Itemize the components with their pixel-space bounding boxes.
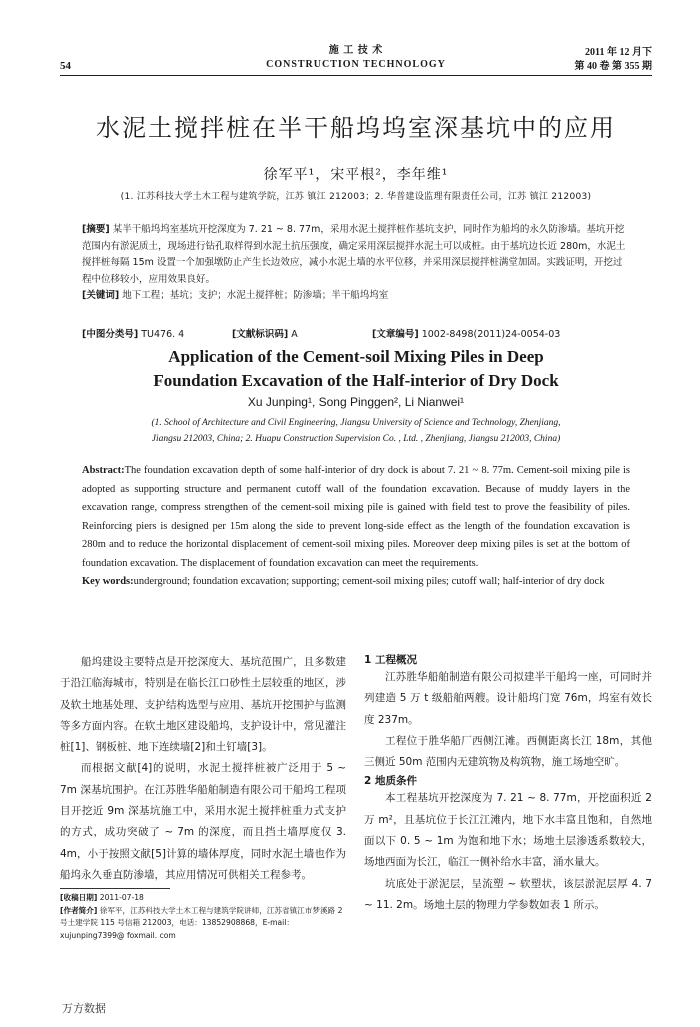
author-bio-text: 徐军平，江苏科技大学土木工程与建筑学院讲师，江苏省镇江市梦溪路 2 号土建学院 115 号信箱 212003，电话：13852908868，E-mail：xujunping7399@ foxmail. com	[60, 905, 343, 940]
clc-code	[82, 326, 184, 340]
running-header	[60, 44, 652, 76]
article-title-en	[60, 345, 652, 393]
keywords-cn	[82, 288, 630, 305]
body-paragraph: 而根据文献[4]的说明，水泥土搅拌桩被广泛用于 5 ~ 7m 深基坑围护。在江苏胜华船舶制造有限公司干船坞工程项目开挖近 9m 深基坑施工中，采用水泥土搅拌桩重力式支护的方式，成功突破了 ~ 7m 的深度，而且挡土墙厚度仅 3. 4m，小于按照文献[5]计算的墙体厚度，同时水泥土墙也作为船坞永久垂直防渗墙，其应用情况可供相关工程参考。	[60, 762, 346, 881]
issue-date: 2011 年 12 月下	[585, 47, 652, 58]
section-heading-geology: 2 地质条件	[364, 775, 417, 788]
author-bio-label: [作者简介]	[60, 905, 98, 915]
page-number: 54	[60, 60, 71, 72]
journal-name-en: CONSTRUCTION TECHNOLOGY	[266, 59, 446, 70]
journal-name	[60, 44, 652, 72]
article-number	[372, 326, 560, 340]
affiliation-en-line2: Jiangsu 212003, China; 2. Huapu Construction Supervision Co. , Ltd. , Zhenjiang, Jiangsu 212003, China)	[151, 434, 561, 444]
clc-value: TU476. 4	[141, 329, 185, 340]
watermark: 万方数据	[62, 1002, 106, 1015]
footnote-divider	[60, 888, 170, 889]
abstract-cn	[82, 222, 630, 305]
body-paragraph: 本工程基坑开挖深度为 7. 21 ~ 8. 77m，开挖面积近 2 万 m²，且基坑位于长江江滩内，地下水丰富且饱和，自然地面以下 0. 5 ~ 1m 为饱和地下水；场地土层渗透系数较大，场地西面为长江，临江一侧补给水丰富，涌水量大。	[364, 792, 652, 869]
article-title-cn: 水泥土搅拌桩在半干船坞坞室深基坑中的应用	[96, 114, 616, 142]
abstract-en-text: The foundation excavation depth of some half-interior of dry dock is about 7. 21 ~ 8. 77m. Cement-soil mixing pile is adopted as supporting structure and permanent cutoff wall of the foundation excavation. Because of muddy layers in the excavation range, compress strengthen of the cement-soil mixing pile is gained with field test to prove the feasibility of piles. Reinforcing piers is designed per 15m along the side to prevent long-side effect as the length of the foundation excavation is 280m and to reduce the horizontal displacement of cement-soil mixing piles. Moreover deep mixing piles is set at the bottom of foundation excavation. The displacement of foundation excavation can meet the requirements.	[82, 465, 630, 569]
received-label: [收稿日期]	[60, 893, 98, 902]
abstract-cn-label: [摘要]	[82, 224, 110, 235]
abstract-en	[82, 462, 630, 592]
title-en-line1: Application of the Cement-soil Mixing Piles in Deep	[168, 347, 544, 366]
journal-name-cn: 施 工 技 术	[328, 45, 384, 56]
keywords-en-text: underground; foundation excavation; supporting; cement-soil mixing piles; cutoff wall; half-interior of dry dock	[133, 576, 605, 587]
authors-en: Xu Junping¹, Song Pinggen², Li Nianwei¹	[247, 395, 465, 409]
body-paragraph: 坑底处于淤泥层，呈流塑 ~ 软塑状，该层淤泥层厚 4. 7 ~ 11. 2m。场地土层的物理力学参数如表 1 所示。	[364, 877, 652, 911]
received-date	[60, 892, 346, 905]
body-paragraph: 船坞建设主要特点是开挖深度大、基坑范围广，且多数建于沿江临海城市，特别是在临长江口砂性土层较重的地区，涉及软土地基处理、支护结构选型与应用、基坑开挖围护与监测等多方面内容。在软土地区建设船坞，支护设计中，常见灌注桩[1]、钢板桩、地下连续墙[2]和土钉墙[3]。	[60, 656, 346, 754]
abstract-cn-text: 某半干船坞坞室基坑开挖深度为 7. 21 ~ 8. 77m，采用水泥土搅拌桩作基坑支护，同时作为船坞的永久防渗墙。基坑开挖范围内有淤泥质土，现场进行钻孔取样得到水泥土抗压强度，确定采用深层搅拌水泥土可以成桩。由于基坑边长近 280m，水泥土搅拌桩每隔 15m 设置一个加强墩防止产生长边效应，减小水泥土墙的水平位移，并采用深层搅拌桩满堂加固。实践证明，开挖过程中位移较小，应用效果良好。	[82, 224, 626, 285]
author-bio	[60, 905, 346, 943]
abstract-cn-body	[82, 222, 630, 288]
clc-label: [中图分类号]	[82, 329, 139, 340]
article-number-value: 1002-8498(2011)24-0054-03	[421, 329, 561, 340]
received-value: 2011-07-18	[99, 893, 144, 902]
title-en-line2: Foundation Excavation of the Half-interior of Dry Dock	[153, 371, 559, 390]
issue-info	[575, 46, 653, 74]
body-paragraph: 江苏胜华船舶制造有限公司拟建半干船坞一座，可同时并列建造 5 万 t 级船舶两艘。设计船坞门宽 76m，坞室有效长度 237m。	[364, 671, 652, 726]
doc-code-label: [文献标识码]	[232, 329, 289, 340]
article-number-label: [文章编号]	[372, 329, 419, 340]
abstract-en-label: Abstract:	[82, 465, 125, 476]
body-left-column	[60, 652, 346, 886]
keywords-en	[82, 573, 630, 592]
affiliation-en-line1: (1. School of Architecture and Civil Engineering, Jiangsu University of Science and Technology, Zhenjiang,	[151, 418, 561, 428]
abstract-en-body	[82, 462, 630, 573]
authors-cn: 徐军平¹，宋平根²，李年维¹	[263, 167, 449, 183]
keywords-cn-text: 地下工程；基坑；支护；水泥土搅拌桩；防渗墙；半干船坞坞室	[122, 290, 389, 301]
keywords-en-label: Key words:	[82, 576, 134, 587]
body-paragraph: 工程位于胜华船厂西侧江滩。西侧距离长江 18m，其他三侧近 50m 范围内无建筑物及构筑物，施工场地空旷。	[364, 734, 652, 769]
doc-code-value: A	[291, 329, 298, 340]
body-right-column	[364, 652, 652, 916]
footnote	[60, 892, 346, 942]
section-heading-overview: 1 工程概况	[364, 654, 417, 666]
issue-volume: 第 40 卷 第 355 期	[574, 61, 652, 72]
affiliation-en	[80, 415, 632, 447]
keywords-cn-label: [关键词]	[82, 290, 120, 301]
doc-code	[232, 326, 298, 340]
affiliation-cn: (1. 江苏科技大学土木工程与建筑学院，江苏 镇江 212003；2. 华普建设监理有限责任公司，江苏 镇江 212003)	[120, 192, 592, 202]
